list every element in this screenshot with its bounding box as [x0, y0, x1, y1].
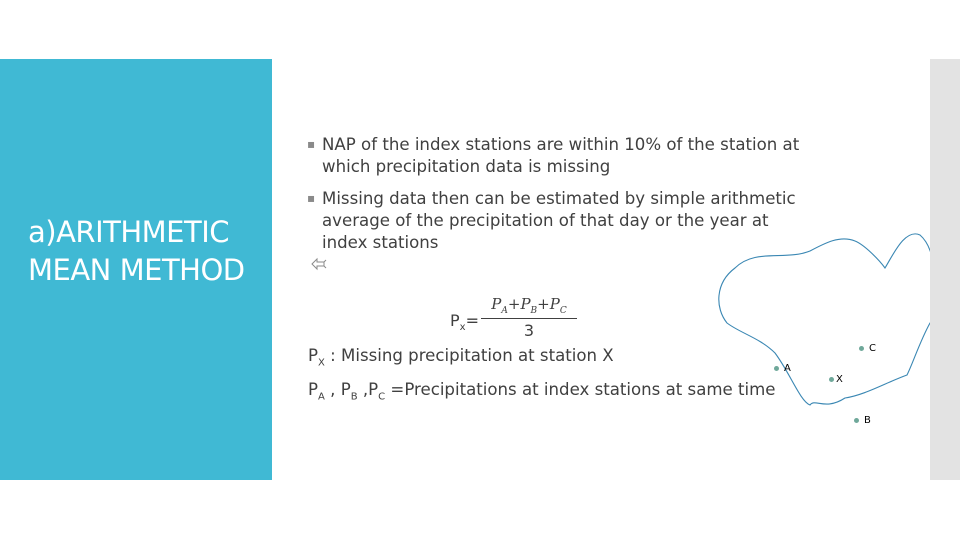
formula-fraction: [481, 295, 577, 340]
bullet-text: Missing data then can be estimated by simple arithmetic average of the precipitation of that day or the year at index stations: [322, 189, 796, 252]
bullet-item: [309, 134, 804, 178]
hollow-arrow-bullet-icon: [311, 257, 327, 271]
station-dot-icon: [829, 377, 834, 382]
definition-pabc: $P_A$ , $P_B$ $,P_C$ =Precipitations at index stations at same time: [308, 380, 776, 403]
station-dot-icon: [774, 366, 779, 371]
catchment-map: [715, 223, 950, 426]
slide-title: a)ARITHMETIC MEAN METHOD: [28, 215, 245, 287]
station-dot-icon: [854, 418, 859, 423]
station-dot-icon: [859, 346, 864, 351]
formula-numerator: $P_A+P_B+P_C$: [491, 295, 567, 316]
station-a: A: [774, 363, 791, 374]
bullet-dot-icon: ▪: [307, 137, 316, 151]
station-b: B: [854, 415, 871, 426]
formula-lhs: $P_x=$: [450, 311, 479, 334]
station-x: X: [829, 374, 843, 385]
station-c: C: [859, 343, 876, 354]
bullet-text: NAP of the index stations are within 10% of the station at which precipitation data is missing: [322, 135, 800, 176]
catchment-boundary: [715, 223, 950, 423]
slide: [0, 59, 960, 480]
title-panel: [0, 59, 272, 480]
right-edge-strip: [930, 59, 960, 480]
bullet-dot-icon: ▪: [307, 191, 316, 205]
formula-denominator: 3: [523, 321, 535, 340]
fraction-bar: [481, 318, 577, 319]
definition-px: $P_X$ : Missing precipitation at station X: [308, 346, 614, 369]
